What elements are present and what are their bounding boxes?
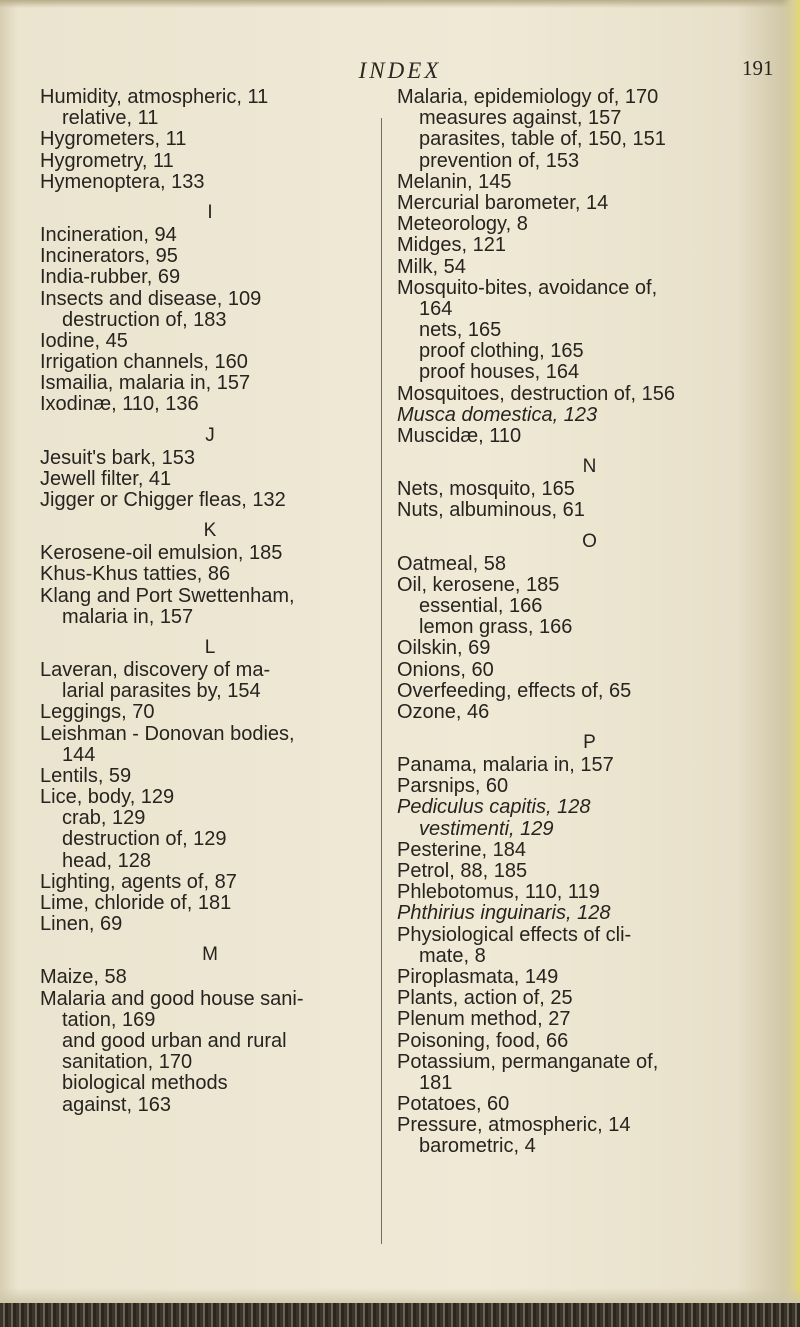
index-entry: Mosquito-bites, avoidance of, (397, 276, 658, 299)
index-entry: Incineration, 94 (40, 223, 177, 246)
index-subentry: 144 (62, 743, 96, 766)
index-entry: Jigger or Chigger fleas, 132 (40, 489, 286, 511)
index-entry: Physiological effects of cli- (397, 923, 632, 946)
index-entry: Hygrometry, 11 (40, 149, 174, 172)
index-entry: India-rubber, 69 (40, 266, 181, 289)
section-letter: J (205, 424, 215, 446)
index-entry: Linen, 69 (40, 913, 123, 936)
page-bottom-shadow (0, 1288, 800, 1304)
index-entry: Jewell filter, 41 (40, 467, 172, 490)
index-entry: Ismailia, malaria in, 157 (40, 372, 251, 395)
index-subentry: malaria in, 157 (62, 605, 194, 628)
index-subentry: and good urban and rural (62, 1029, 287, 1052)
index-subentry: measures against, 157 (419, 107, 622, 130)
section-letter: O (582, 530, 597, 552)
index-subentry: destruction of, 129 (62, 828, 227, 851)
index-entry: Laveran, discovery of ma- (40, 658, 271, 681)
index-subentry: larial parasites by, 154 (62, 680, 261, 703)
index-entry: Iodine, 45 (40, 329, 128, 352)
index-entry: Hymenoptera, 133 (40, 170, 205, 193)
index-subentry: essential, 166 (419, 594, 543, 617)
book-binding-strip (0, 1303, 800, 1327)
index-entry: Leggings, 70 (40, 701, 155, 724)
index-subentry: sanitation, 170 (62, 1051, 193, 1074)
index-subentry: lemon grass, 166 (419, 616, 573, 639)
index-column-right (397, 87, 782, 1158)
column-divider (381, 118, 382, 1244)
index-entry: Oil, kerosene, 185 (397, 573, 560, 596)
index-subentry: crab, 129 (62, 807, 146, 830)
index-entry: Poisoning, food, 66 (397, 1029, 569, 1052)
index-entry: Kerosene-oil emulsion, 185 (40, 542, 283, 565)
index-entry: Piroplasmata, 149 (397, 965, 559, 988)
index-entry: Oilskin, 69 (397, 637, 491, 660)
index-entry: Meteorology, 8 (397, 213, 528, 236)
index-entry: Malaria and good house sani- (40, 987, 304, 1010)
index-entry: Maize, 58 (40, 966, 127, 989)
index-subentry: proof houses, 164 (419, 361, 580, 384)
index-entry: Mercurial barometer, 14 (397, 191, 609, 214)
index-entry: Petrol, 88, 185 (397, 860, 528, 882)
index-entry: Insects and disease, 109 (40, 287, 262, 310)
index-entry: Pediculus capitis, 128 (397, 796, 591, 819)
section-letter: M (202, 944, 218, 966)
index-entry: Leishman - Donovan bodies, (40, 722, 295, 745)
index-entry: Humidity, atmospheric, 11 (40, 86, 269, 108)
index-subentry: 181 (419, 1071, 453, 1094)
index-entry: Panama, malaria in, 157 (397, 754, 614, 777)
index-entry: Oatmeal, 58 (397, 552, 506, 575)
index-subentry: 164 (419, 297, 453, 320)
index-entry: Mosquitoes, destruction of, 156 (397, 382, 675, 405)
index-entry: Lice, body, 129 (40, 786, 175, 809)
index-entry: Overfeeding, effects of, 65 (397, 679, 632, 702)
index-subentry: tation, 169 (62, 1008, 156, 1031)
index-entry: Hygrometers, 11 (40, 128, 187, 151)
index-subentry: against, 163 (62, 1093, 171, 1116)
index-subentry: parasites, table of, 150, 151 (419, 128, 666, 151)
index-subentry: biological methods (62, 1072, 228, 1095)
index-subentry: vestimenti, 129 (419, 817, 554, 840)
index-entry: Plenum method, 27 (397, 1008, 571, 1031)
index-entry: Nets, mosquito, 165 (397, 478, 575, 501)
index-entry: Milk, 54 (397, 255, 466, 278)
index-entry: Plants, action of, 25 (397, 987, 573, 1010)
index-entry: Ozone, 46 (397, 700, 490, 723)
index-entry: Irrigation channels, 160 (40, 351, 248, 374)
index-entry: Jesuit's bark, 153 (40, 446, 196, 469)
index-subentry: destruction of, 183 (62, 308, 227, 331)
index-entry: Potatoes, 60 (397, 1093, 510, 1116)
section-letter: K (203, 520, 217, 542)
index-subentry: head, 128 (62, 849, 151, 872)
index-entry: Incinerators, 95 (40, 245, 178, 268)
section-letter: L (204, 636, 216, 658)
index-entry: Khus-Khus tatties, 86 (40, 563, 231, 586)
index-subentry: relative, 11 (62, 107, 159, 130)
section-letter: I (207, 201, 213, 223)
index-entry: Ixodinæ, 110, 136 (40, 393, 199, 416)
index-entry: Nuts, albuminous, 61 (397, 499, 585, 522)
page-top-edge (0, 0, 800, 8)
index-entry: Pesterine, 184 (397, 838, 526, 861)
index-column-left (40, 87, 380, 1116)
index-entry: Onions, 60 (397, 658, 494, 681)
index-entry: Phlebotomus, 110, 119 (397, 881, 600, 904)
index-entry: Parsnips, 60 (397, 775, 509, 798)
section-letter: N (582, 456, 597, 478)
index-subentry: prevention of, 153 (419, 149, 580, 172)
index-entry: Midges, 121 (397, 234, 506, 257)
page-number: 191 (742, 56, 774, 80)
index-subentry: proof clothing, 165 (419, 340, 584, 363)
page-right-edge (782, 0, 800, 1327)
index-subentry: mate, 8 (419, 944, 486, 967)
section-letter: P (583, 732, 596, 754)
index-entry: Malaria, epidemiology of, 170 (397, 86, 659, 108)
index-entry: Lentils, 59 (40, 764, 132, 787)
index-entry: Melanin, 145 (397, 170, 512, 193)
running-heading: INDEX (358, 58, 442, 83)
index-entry: Lighting, agents of, 87 (40, 870, 237, 893)
index-entry: Klang and Port Swettenham, (40, 584, 295, 607)
index-entry: Lime, chloride of, 181 (40, 892, 232, 914)
index-entry: Potassium, permanganate of, (397, 1050, 659, 1073)
index-entry: Muscidæ, 110 (397, 425, 522, 447)
index-entry: Pressure, atmospheric, 14 (397, 1114, 631, 1137)
index-entry: Musca domestica, 123 (397, 403, 598, 426)
index-subentry: nets, 165 (419, 319, 502, 342)
index-subentry: barometric, 4 (419, 1135, 536, 1158)
index-entry: Phthirius inguinaris, 128 (397, 902, 611, 925)
